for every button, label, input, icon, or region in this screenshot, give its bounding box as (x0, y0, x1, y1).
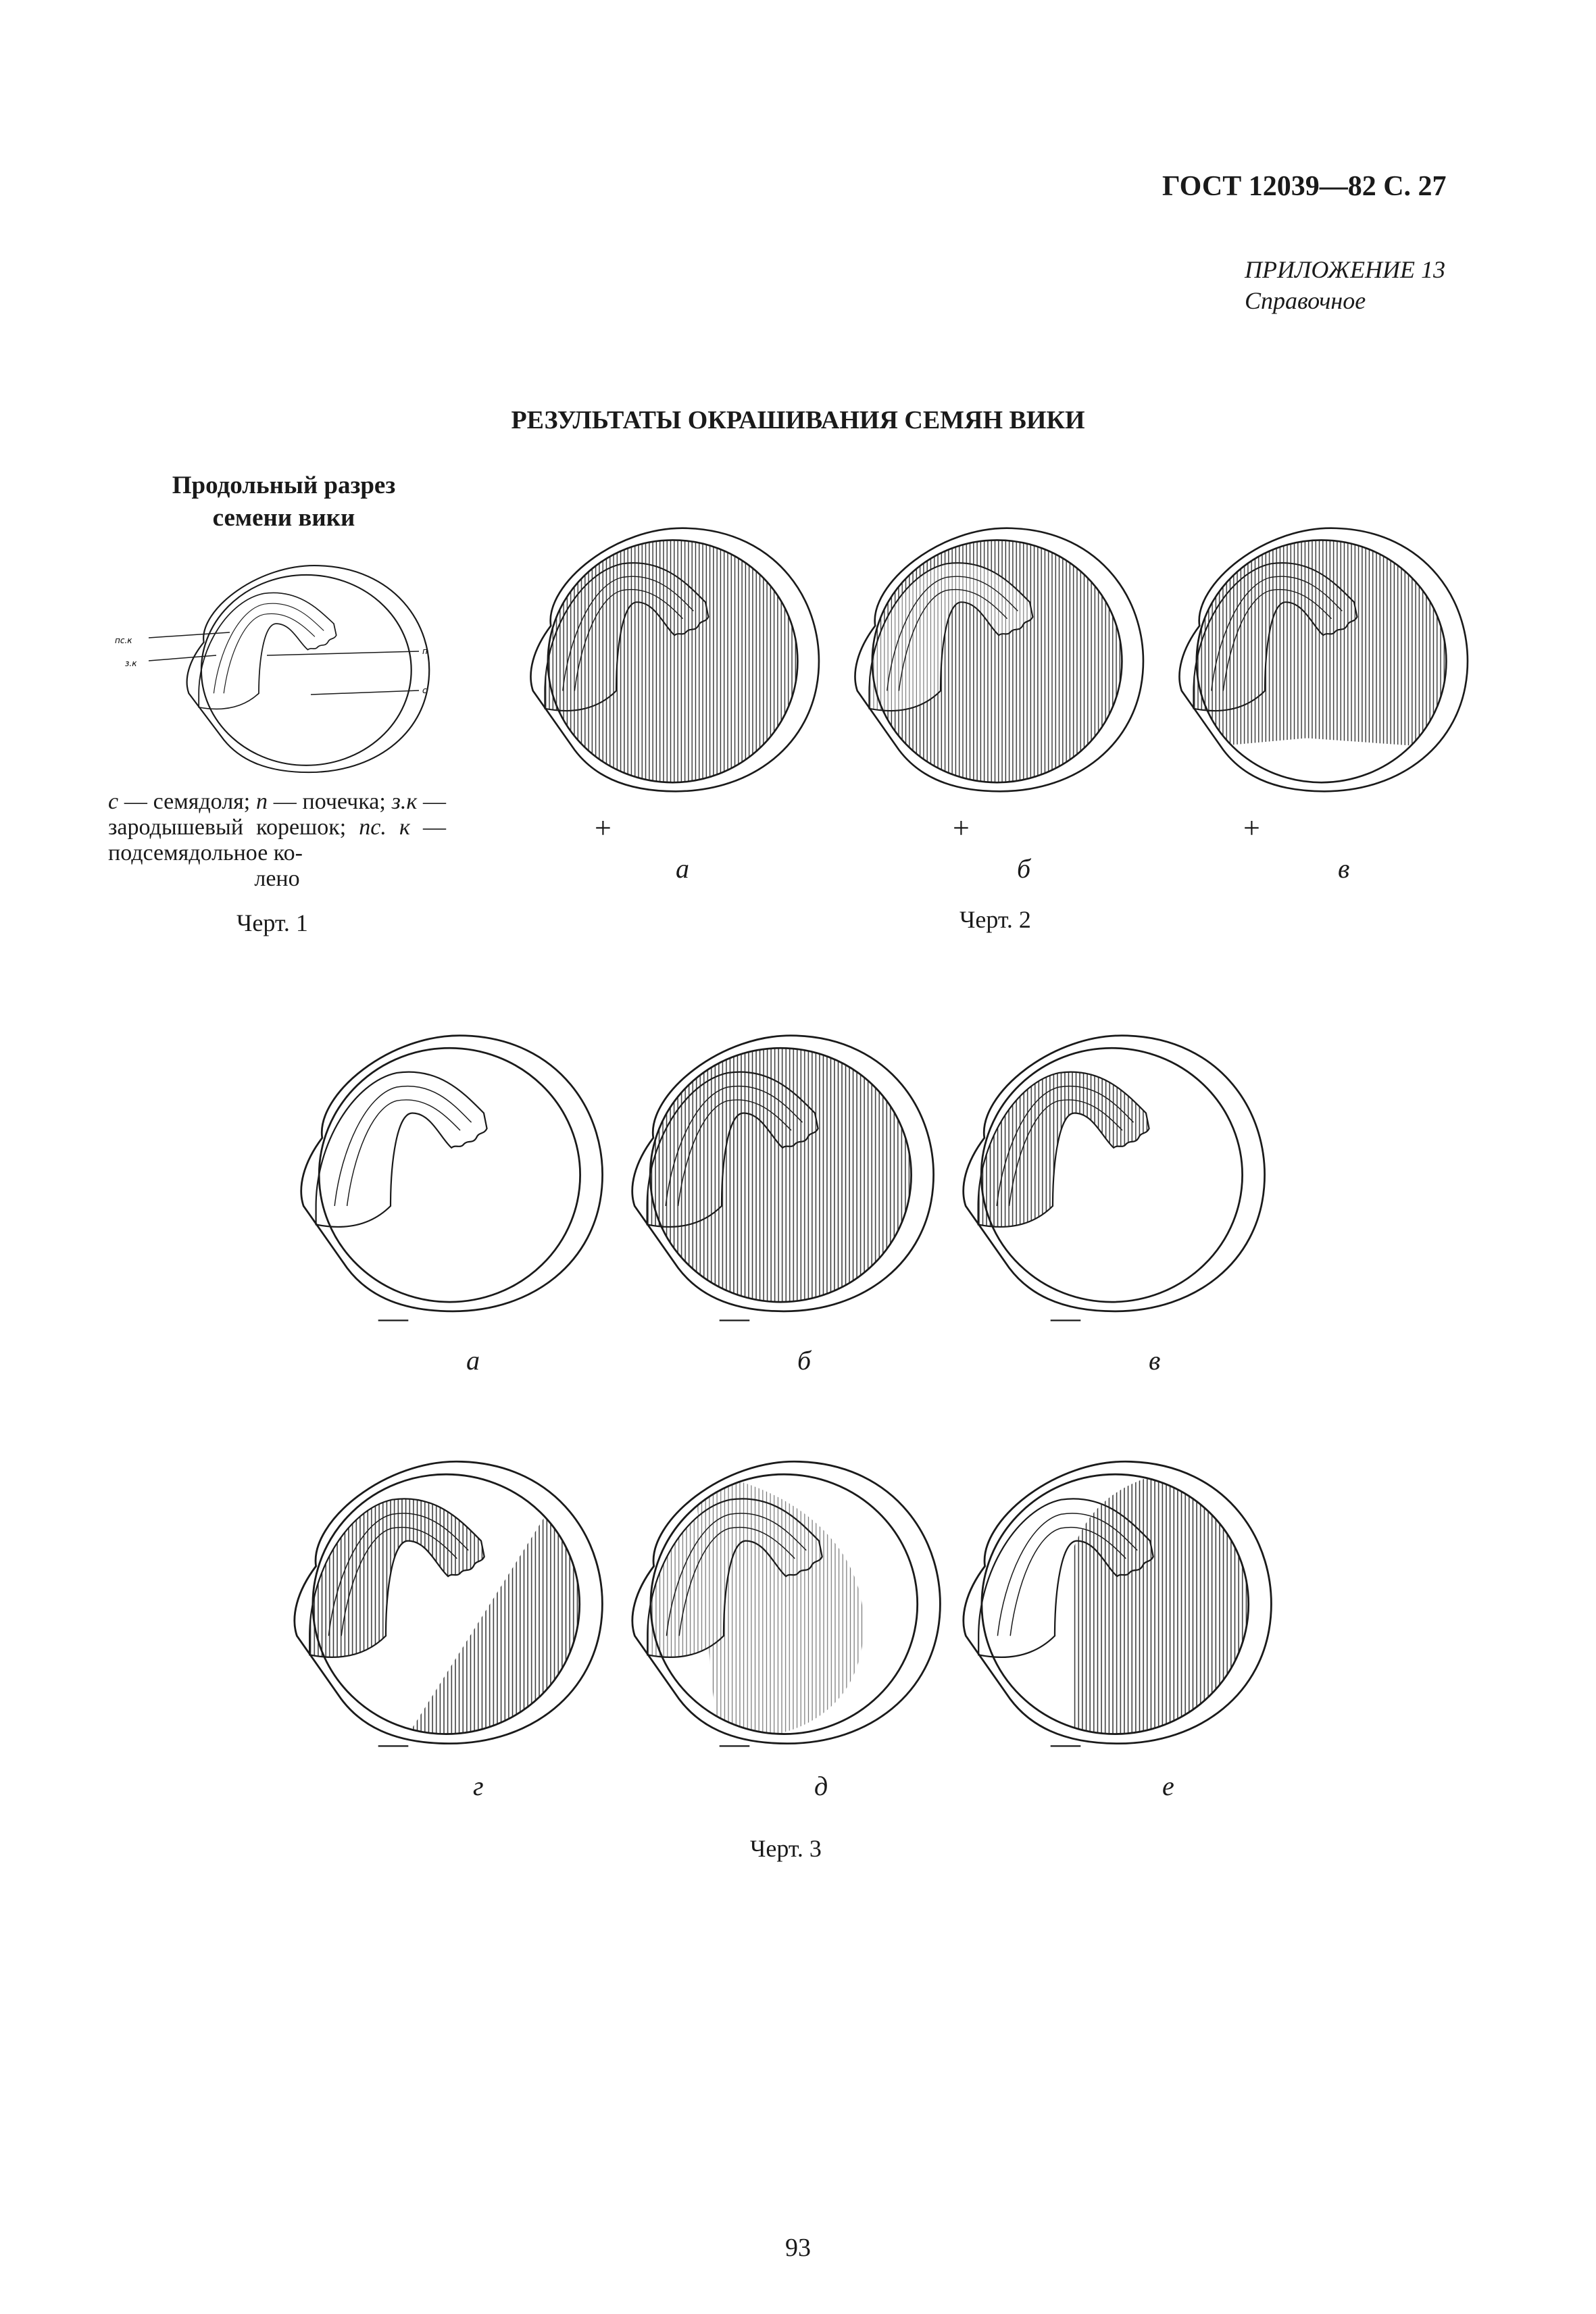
page-title: РЕЗУЛЬТАТЫ ОКРАШИВАНИЯ СЕМЯН ВИКИ (511, 406, 1085, 434)
figure1-caption: Черт. 1 (236, 909, 308, 936)
legend-zk-def: — зародышевый корешок; (108, 789, 447, 840)
fig3-seed-d (628, 1446, 946, 1750)
fig3-letter-g: г (473, 1771, 484, 1801)
label-s: с (422, 686, 427, 695)
fig3-seed-b (628, 1020, 939, 1317)
legend-s-def: — семядоля; (118, 789, 257, 814)
legend-zk-term: з.к (391, 789, 418, 814)
legend-tail: лено (254, 866, 300, 891)
legend-psk-term: пс. к (359, 815, 410, 840)
standard-code: ГОСТ 12039—82 С. 27 (1162, 171, 1447, 202)
section-title-line1: Продольный разрез (172, 472, 396, 499)
section-title-line2: семени вики (212, 504, 355, 532)
label-zk: з.к (125, 659, 137, 668)
fig3-sign-v: — (1051, 1301, 1080, 1334)
fig3-letter-v: в (1149, 1345, 1161, 1376)
appendix-number: ПРИЛОЖЕНИЕ 13 (1245, 256, 1445, 283)
section-legend (108, 789, 446, 892)
section-title (108, 470, 459, 534)
fig3-letter-e: е (1162, 1771, 1174, 1801)
legend-p-term: п (256, 789, 268, 814)
fig3-letter-a: а (466, 1345, 480, 1376)
label-psk: пс.к (115, 636, 132, 645)
section-leaders (108, 608, 459, 716)
fig3-sign-a: — (378, 1301, 408, 1334)
fig3-seed-g (291, 1446, 608, 1750)
fig2-letter-b: б (1017, 853, 1031, 884)
page-number: 93 (785, 2234, 811, 2262)
fig3-sign-d: — (720, 1727, 749, 1760)
legend-p-def: — почечка; (268, 789, 386, 814)
figure2-caption: Черт. 2 (959, 906, 1031, 933)
legend-s-term: с (108, 789, 119, 814)
fig3-sign-e: — (1051, 1727, 1080, 1760)
appendix-type: Справочное (1245, 287, 1366, 314)
fig3-letter-b: б (797, 1345, 812, 1376)
label-p: п (422, 647, 428, 656)
fig2-sign-a: + (595, 811, 612, 845)
fig3-sign-g: — (378, 1727, 408, 1760)
fig3-seed-v (959, 1020, 1270, 1317)
fig2-seed-v (1176, 513, 1473, 797)
fig3-seed-a (297, 1020, 608, 1317)
fig2-seed-a (527, 513, 824, 797)
legend-psk-def: — подсемядольное ко- (108, 815, 447, 865)
fig2-seed-b (851, 513, 1149, 797)
fig3-letter-d: д (814, 1771, 828, 1801)
fig2-letter-a: а (676, 853, 689, 884)
fig2-letter-v: в (1338, 853, 1350, 884)
fig3-sign-b: — (720, 1301, 749, 1334)
figure3-caption: Черт. 3 (750, 1835, 822, 1862)
fig2-sign-v: + (1243, 811, 1260, 845)
fig2-sign-b: + (953, 811, 970, 845)
fig3-seed-e (959, 1446, 1277, 1750)
